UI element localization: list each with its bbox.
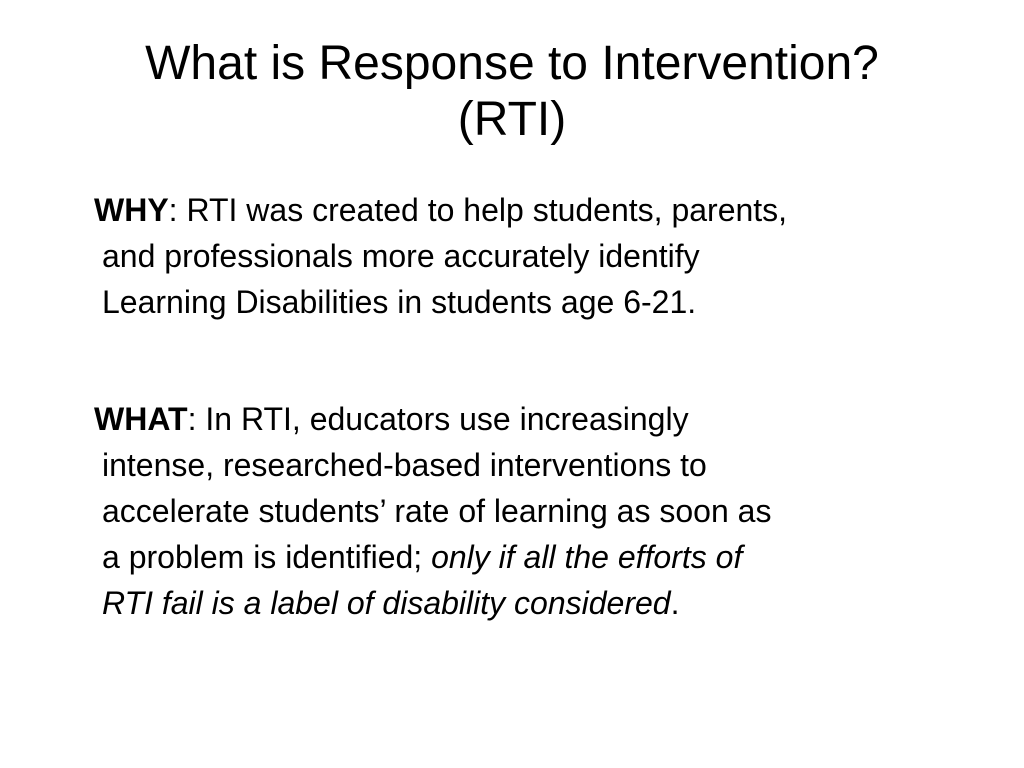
- what-text-5-end: .: [670, 585, 680, 621]
- what-line-2: intense, researched-based interventions to: [102, 447, 707, 483]
- what-text-4-regular: a problem is identified;: [102, 539, 432, 575]
- what-text-1: : In RTI, educators use increasingly: [187, 401, 689, 437]
- what-text-4-italic: only if all the efforts of: [431, 539, 743, 575]
- why-line-3: Learning Disabilities in students age 6-21.: [102, 284, 697, 320]
- why-label: WHY: [94, 192, 169, 228]
- what-line-1: [94, 396, 972, 442]
- what-paragraph: [94, 396, 972, 626]
- title-line-1: What is Response to Intervention?: [145, 37, 879, 90]
- what-line-5: [102, 580, 972, 626]
- what-label: WHAT: [94, 401, 188, 437]
- why-text-1: : RTI was created to help students, parents,: [168, 192, 788, 228]
- what-line-4: [102, 534, 972, 580]
- what-text-5-italic: RTI fail is a label of disability considered: [102, 585, 671, 621]
- what-line-3: accelerate students’ rate of learning as soon as: [102, 493, 772, 529]
- title-line-2: (RTI): [457, 93, 567, 146]
- slide-title: [40, 36, 984, 148]
- why-line-1: [94, 187, 972, 233]
- why-line-2: and professionals more accurately identify: [102, 238, 700, 274]
- why-paragraph: [94, 187, 972, 325]
